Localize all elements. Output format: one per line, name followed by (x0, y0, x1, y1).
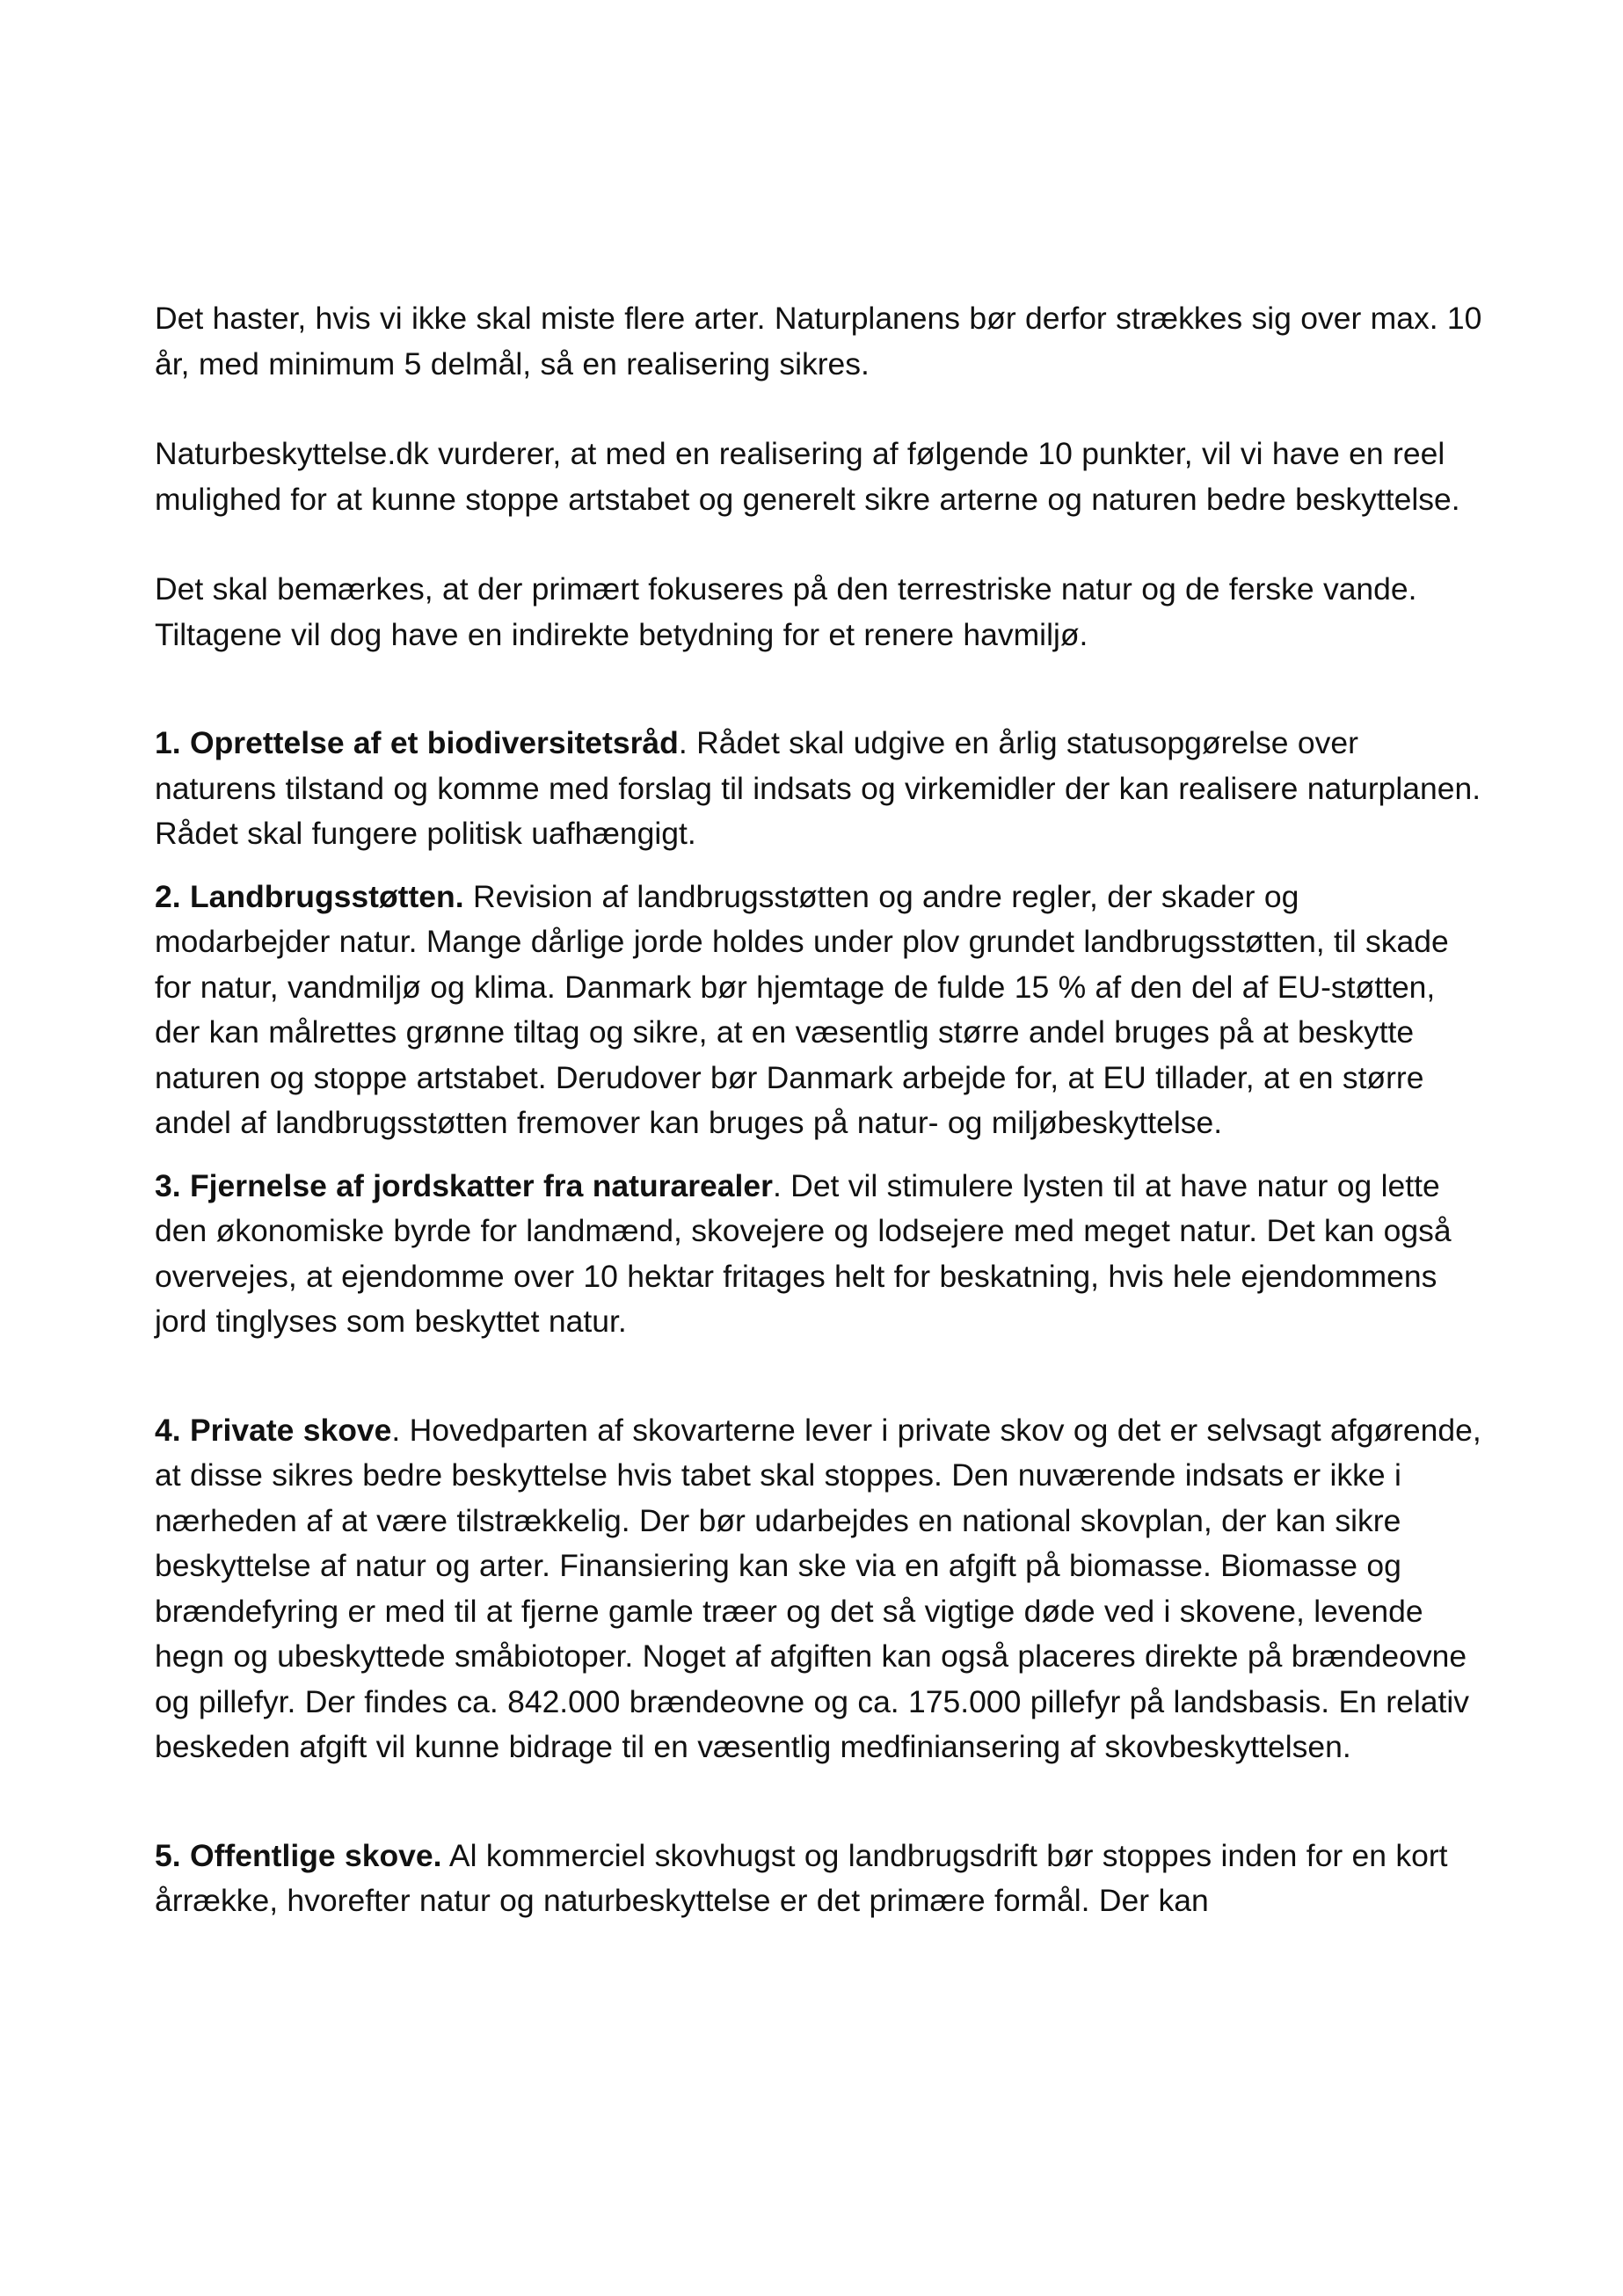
intro-paragraph-3: Det skal bemærkes, at der primært fokuseres på den terrestriske natur og de ferske vande. Tiltagene vil dog have en indirekte betydning for et renere havmiljø. (155, 571, 1417, 652)
point-3 (155, 1164, 1482, 1345)
document-body (155, 296, 1482, 1924)
point-1-title: 1. Oprettelse af et biodiversitetsråd (155, 725, 679, 760)
point-4-text: . Hovedparten af skovarterne lever i private skov og det er selvsagt afgørende, at disse sikres bedre beskyttelse hvis tabet skal stoppes. Den nuværende indsats er ikke i nærheden af at være tilstrækkelig. Der bør udarbejdes en national skovplan, der kan sikre beskyttelse af natur og arter. Finansiering kan ske via en afgift på biomasse. Biomasse og brændefyring er med til at fjerne gamle træer og det så vigtige døde ved i skovene, levende hegn og ubeskyttede småbiotoper. Noget af afgiften kan også placeres direkte på brændeovne og pillefyr. Der findes ca. 842.000 brændeovne og ca. 175.000 pillefyr på landsbasis. En relativ beskeden afgift vil kunne bidrage til en væsentlig medfiniansering af skovbeskyttelsen. (155, 1412, 1481, 1764)
point-2-title: 2. Landbrugsstøtten. (155, 878, 464, 914)
intro-paragraph-2: Naturbeskyttelse.dk vurderer, at med en realisering af følgende 10 punkter, vil vi have en reel mulighed for at kunne stoppe artstabet og generelt sikre arterne og naturen bedre beskyttelse. (155, 436, 1460, 517)
point-1-text: . Rådet skal udgive en årlig statusopgørelse over naturens tilstand og komme med forslag til indsats og virkemidler der kan realisere naturplanen. Rådet skal fungere politisk uafhængigt. (155, 725, 1481, 851)
point-3-title: 3. Fjernelse af jordskatter fra naturarealer (155, 1167, 773, 1203)
point-3-text: . Det vil stimulere lysten til at have natur og lette den økonomiske byrde for landmænd, skovejere og lodsejere med meget natur. Det kan også overvejes, at ejendomme over 10 hektar fritages helt for beskatning, hvis hele ejendommens jord tinglyses som beskyttet natur. (155, 1167, 1452, 1339)
point-4-title: 4. Private skove (155, 1412, 392, 1448)
point-5-title: 5. Offentlige skove. (155, 1837, 442, 1873)
point-2 (155, 875, 1482, 1146)
point-2-text: Revision af landbrugsstøtten og andre regler, der skader og modarbejder natur. Mange dårlige jorde holdes under plov grundet landbrugsstøtten, til skade for natur, vandmiljø og klima. Danmark bør hjemtage de fulde 15 % af den del af EU-støtten, der kan målrettes grønne tiltag og sikre, at en væsentlig større andel bruges på at beskytte naturen og stoppe artstabet. Derudover bør Danmark arbejde for, at EU tillader, at en større andel af landbrugsstøtten fremover kan bruges på natur- og miljøbeskyttelse. (155, 878, 1449, 1140)
point-4 (155, 1408, 1482, 1770)
point-5-text: Al kommerciel skovhugst og landbrugsdrift bør stoppes inden for en kort årrække, hvorefter natur og naturbeskyttelse er det primære formål. Der kan (155, 1837, 1448, 1918)
intro-paragraph-1: Det haster, hvis vi ikke skal miste flere arter. Naturplanens bør derfor strækkes sig over max. 10 år, med minimum 5 delmål, så en realisering sikres. (155, 301, 1482, 381)
point-1 (155, 721, 1482, 857)
point-5 (155, 1834, 1482, 1924)
